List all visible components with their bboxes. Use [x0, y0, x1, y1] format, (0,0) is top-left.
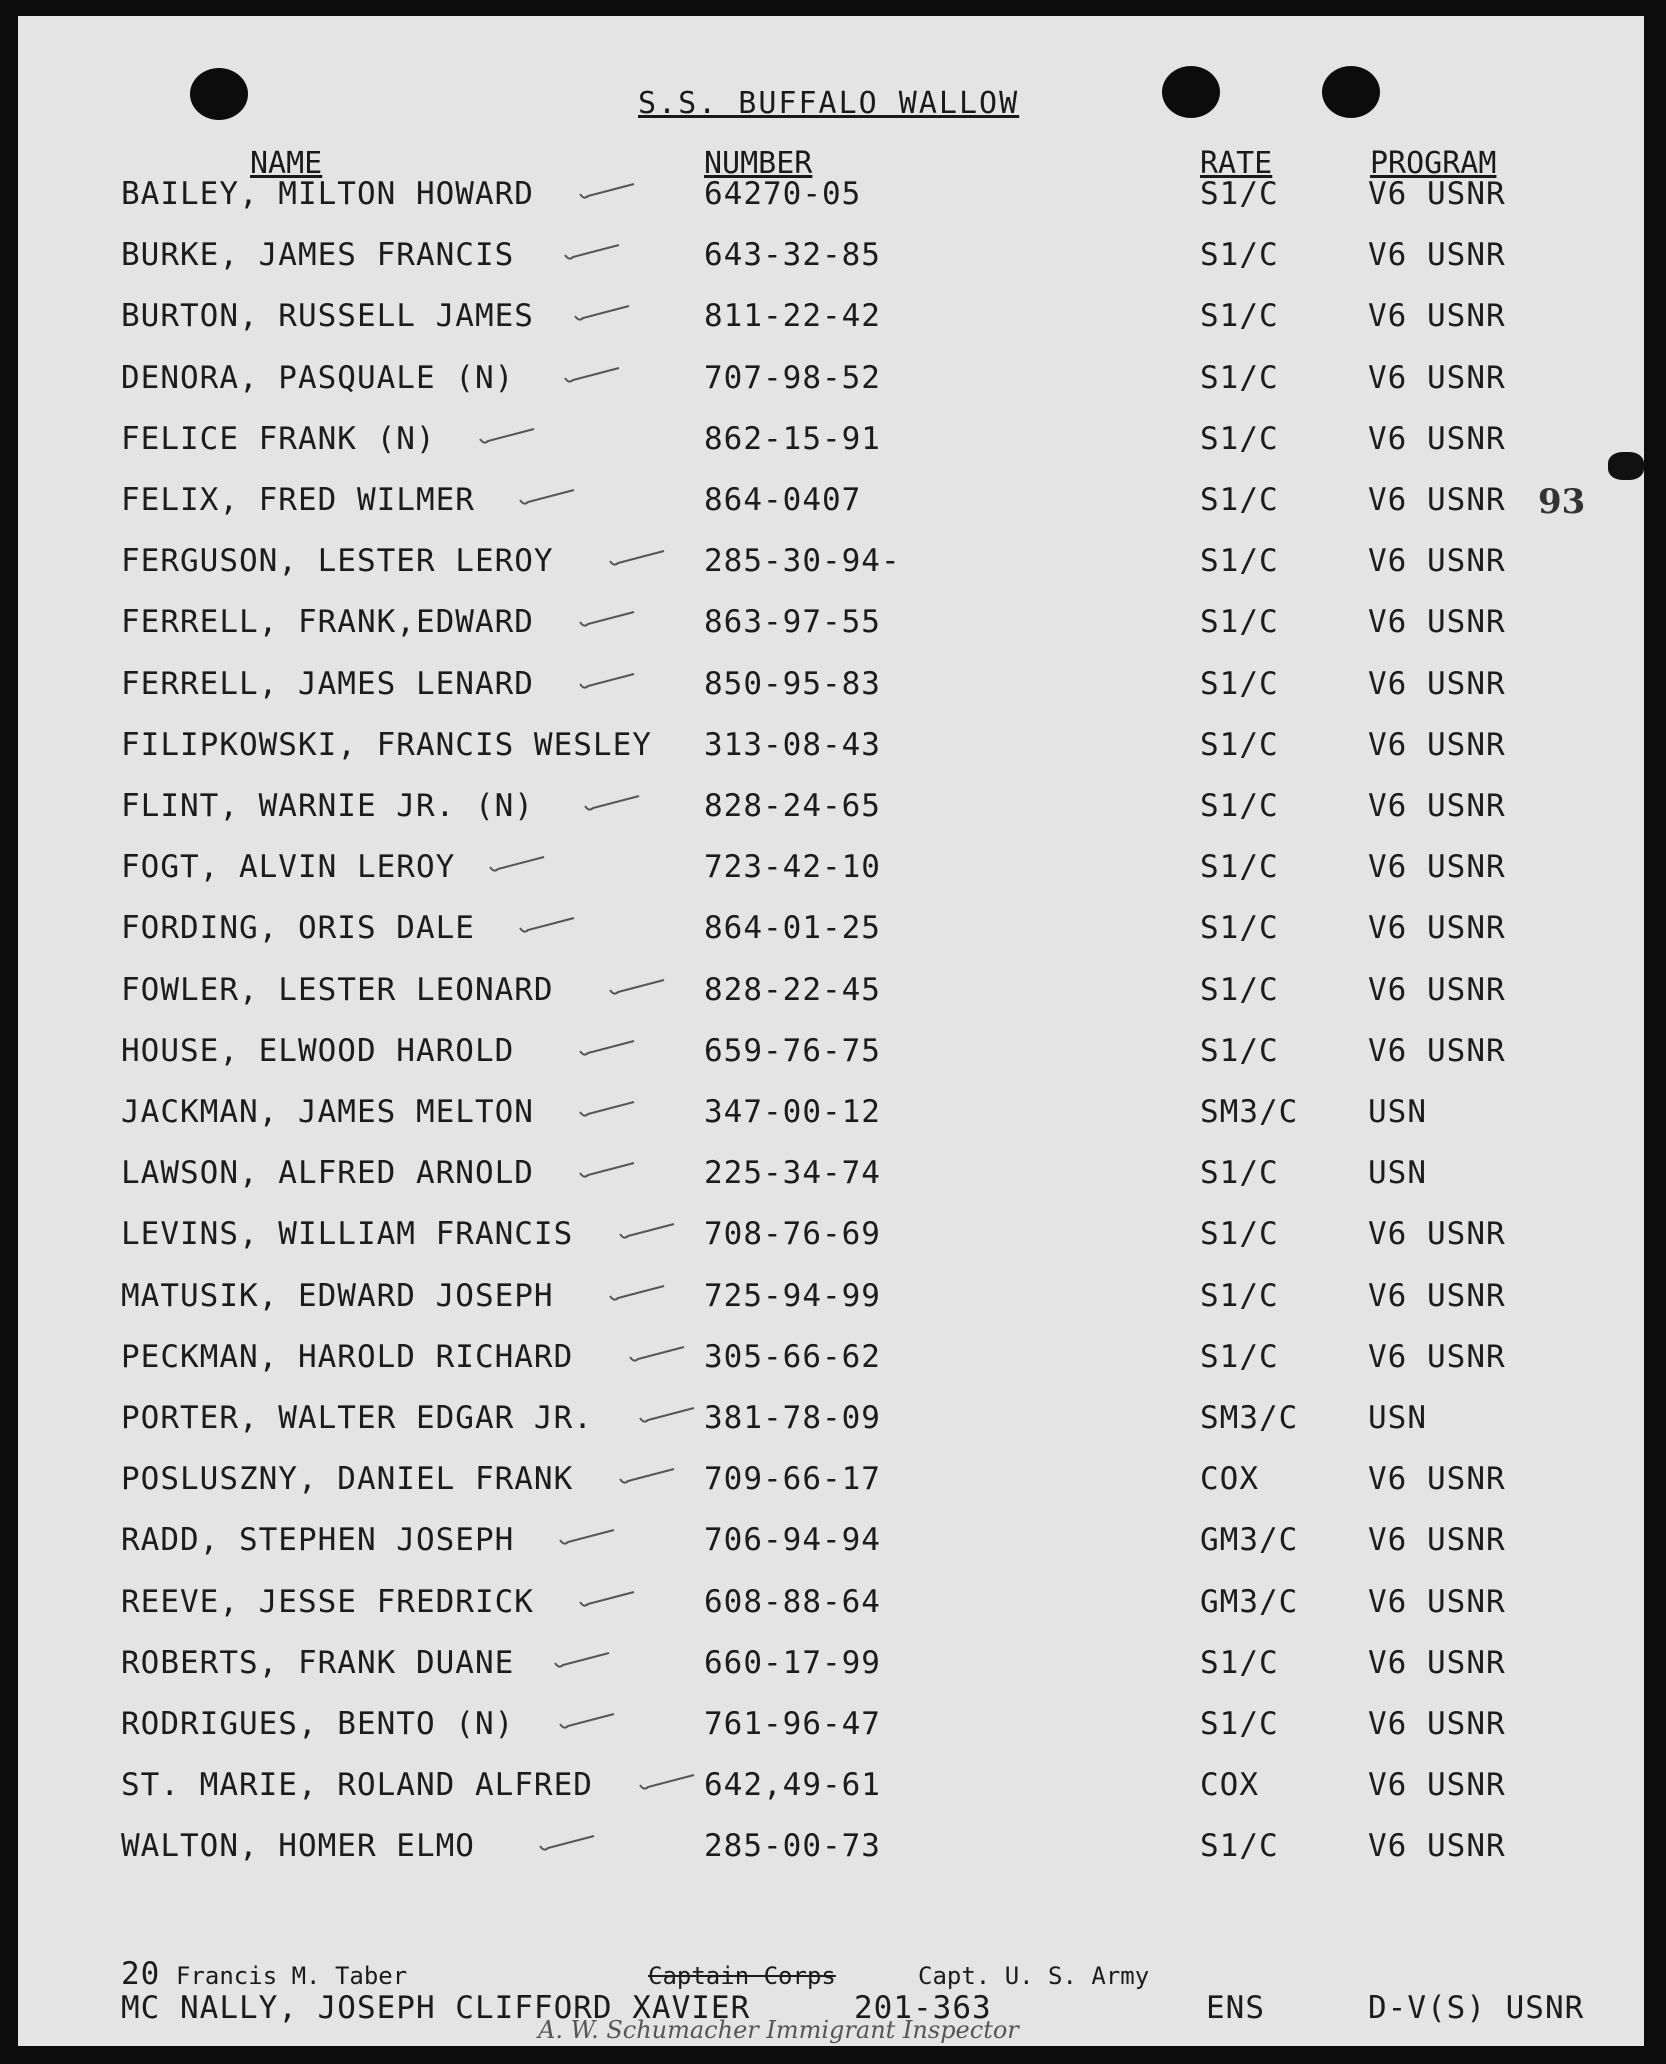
crew-name: REEVE, JESSE FREDRICK	[121, 1583, 534, 1620]
rate-value: S1/C	[1200, 359, 1279, 396]
table-row	[18, 727, 1644, 767]
program-value: V6 USNR	[1368, 1644, 1506, 1681]
service-number: 706-94-94	[704, 1522, 881, 1559]
footer-signer-title: Capt. U. S. Army	[918, 1962, 1150, 1990]
table-row	[18, 421, 1644, 461]
program-value: V6 USNR	[1368, 1583, 1506, 1620]
checkmark-icon	[558, 1528, 616, 1548]
program-value: V6 USNR	[1368, 176, 1506, 212]
table-row	[18, 1767, 1644, 1807]
table-row	[18, 788, 1644, 828]
checkmark-icon	[578, 1100, 636, 1120]
table-row	[18, 910, 1644, 950]
rate-value: S1/C	[1200, 298, 1279, 335]
footer-signer: Francis M. Taber	[176, 1962, 408, 1990]
service-number: 225-34-74	[704, 1155, 881, 1192]
rate-value: S1/C	[1200, 604, 1279, 641]
checkmark-icon	[538, 1834, 596, 1854]
program-value: V6 USNR	[1368, 1706, 1506, 1742]
checkmark-icon	[578, 1161, 636, 1181]
header-number: NUMBER	[704, 146, 813, 181]
checkmark-icon	[583, 794, 641, 814]
crew-name: FERRELL, FRANK,EDWARD	[121, 604, 534, 641]
rate-value: S1/C	[1200, 1155, 1279, 1192]
crew-name: FELIX, FRED WILMER	[121, 482, 475, 518]
table-row	[18, 1278, 1644, 1318]
checkmark-icon	[578, 182, 636, 202]
header-name: NAME	[250, 146, 323, 181]
footer-count: 20	[121, 1956, 161, 1992]
last-row-number: 201-363	[854, 1990, 992, 2026]
checkmark-icon	[488, 855, 546, 875]
checkmark-icon	[618, 1222, 676, 1242]
header-program: PROGRAM	[1370, 146, 1497, 181]
checkmark-icon	[628, 1345, 686, 1365]
last-row-rate: ENS	[1206, 1990, 1265, 2026]
crew-name: BURTON, RUSSELL JAMES	[121, 298, 534, 335]
service-number: 285-30-94-	[704, 543, 901, 580]
crew-name: LEVINS, WILLIAM FRANCIS	[121, 1216, 574, 1253]
checkmark-icon	[608, 1284, 666, 1304]
inspector-signature: A. W. Schumacher Immigrant Inspector	[538, 2016, 1019, 2044]
crew-name: PORTER, WALTER EDGAR JR.	[121, 1400, 593, 1436]
service-number: 811-22-42	[704, 298, 881, 335]
crew-name: FILIPKOWSKI, FRANCIS WESLEY	[121, 726, 652, 763]
table-row	[18, 482, 1644, 522]
checkmark-icon	[563, 243, 621, 263]
program-value: V6 USNR	[1368, 788, 1506, 824]
table-row	[18, 1645, 1644, 1685]
crew-name: DENORA, PASQUALE (N)	[121, 359, 515, 396]
rate-value: GM3/C	[1200, 1583, 1299, 1620]
crew-name: JACKMAN, JAMES MELTON	[121, 1094, 534, 1130]
crew-name: FORDING, ORIS DALE	[121, 910, 475, 947]
service-number: 828-22-45	[704, 971, 881, 1008]
program-value: V6 USNR	[1368, 359, 1506, 396]
rate-value: COX	[1200, 1767, 1259, 1804]
rate-value: S1/C	[1200, 665, 1279, 702]
checkmark-icon	[608, 978, 666, 998]
program-value: V6 USNR	[1368, 849, 1506, 886]
program-value: V6 USNR	[1368, 1461, 1506, 1498]
table-row	[18, 1094, 1644, 1134]
checkmark-icon	[618, 1467, 676, 1487]
program-value: V6 USNR	[1368, 1828, 1506, 1865]
rate-value: S1/C	[1200, 237, 1279, 274]
document-title: S.S. BUFFALO WALLOW	[638, 86, 1020, 121]
table-row	[18, 298, 1644, 338]
checkmark-icon	[558, 1712, 616, 1732]
rate-value: GM3/C	[1200, 1522, 1299, 1559]
crew-name: ROBERTS, FRANK DUANE	[121, 1644, 515, 1681]
crew-name: WALTON, HOMER ELMO	[121, 1828, 475, 1865]
service-number: 707-98-52	[704, 359, 881, 396]
rate-value: S1/C	[1200, 910, 1279, 947]
service-number: 723-42-10	[704, 849, 881, 886]
table-row	[18, 1400, 1644, 1440]
crew-name: FELICE FRANK (N)	[121, 420, 436, 457]
program-value: USN	[1368, 1400, 1427, 1436]
table-row	[18, 1033, 1644, 1073]
program-value: V6 USNR	[1368, 1338, 1506, 1375]
program-value: V6 USNR	[1368, 971, 1506, 1008]
crew-name: HOUSE, ELWOOD HAROLD	[121, 1032, 515, 1069]
service-number: 709-66-17	[704, 1461, 881, 1498]
last-row-name: MC NALLY, JOSEPH CLIFFORD XAVIER	[121, 1990, 751, 2026]
crew-name: RODRIGUES, BENTO (N)	[121, 1706, 515, 1742]
crew-name: PECKMAN, HAROLD RICHARD	[121, 1338, 574, 1375]
service-number: 64270-05	[704, 176, 862, 212]
rate-value: S1/C	[1200, 726, 1279, 763]
service-number: 708-76-69	[704, 1216, 881, 1253]
rate-value: S1/C	[1200, 971, 1279, 1008]
table-row	[18, 972, 1644, 1012]
checkmark-icon	[608, 549, 666, 569]
program-value: V6 USNR	[1368, 543, 1506, 580]
service-number: 305-66-62	[704, 1338, 881, 1375]
service-number: 850-95-83	[704, 665, 881, 702]
rate-value: S1/C	[1200, 176, 1279, 212]
service-number: 660-17-99	[704, 1644, 881, 1681]
service-number: 761-96-47	[704, 1706, 881, 1742]
program-value: V6 USNR	[1368, 910, 1506, 947]
rate-value: SM3/C	[1200, 1094, 1299, 1130]
rate-value: S1/C	[1200, 1644, 1279, 1681]
program-value: V6 USNR	[1368, 1216, 1506, 1253]
table-row	[18, 543, 1644, 583]
program-value: USN	[1368, 1155, 1427, 1192]
header-rate: RATE	[1200, 146, 1273, 181]
punch-hole	[190, 68, 248, 120]
crew-name: ST. MARIE, ROLAND ALFRED	[121, 1767, 593, 1804]
crew-name: POSLUSZNY, DANIEL FRANK	[121, 1461, 574, 1498]
rate-value: COX	[1200, 1461, 1259, 1498]
checkmark-icon	[578, 1590, 636, 1610]
crew-name: MATUSIK, EDWARD JOSEPH	[121, 1277, 554, 1314]
program-value: V6 USNR	[1368, 1522, 1506, 1559]
table-row	[18, 1828, 1644, 1868]
service-number: 642,49-61	[704, 1767, 881, 1804]
checkmark-icon	[478, 427, 536, 447]
program-value: V6 USNR	[1368, 665, 1506, 702]
rate-value: SM3/C	[1200, 1400, 1299, 1436]
program-value: V6 USNR	[1368, 1032, 1506, 1069]
checkmark-icon	[578, 610, 636, 630]
page-number: 93	[1538, 482, 1586, 522]
crew-name: RADD, STEPHEN JOSEPH	[121, 1522, 515, 1559]
rate-value: S1/C	[1200, 788, 1279, 824]
service-number: 381-78-09	[704, 1400, 881, 1436]
crew-name: FLINT, WARNIE JR. (N)	[121, 788, 534, 824]
service-number: 725-94-99	[704, 1277, 881, 1314]
rate-value: S1/C	[1200, 849, 1279, 886]
rate-value: S1/C	[1200, 482, 1279, 518]
checkmark-icon	[578, 672, 636, 692]
punch-hole	[1162, 66, 1220, 118]
service-number: 659-76-75	[704, 1032, 881, 1069]
rate-value: S1/C	[1200, 1277, 1279, 1314]
table-row	[18, 1706, 1644, 1746]
program-value: V6 USNR	[1368, 726, 1506, 763]
program-value: V6 USNR	[1368, 298, 1506, 335]
service-number: 347-00-12	[704, 1094, 881, 1130]
table-row	[18, 176, 1644, 216]
program-value: V6 USNR	[1368, 237, 1506, 274]
crew-name: BURKE, JAMES FRANCIS	[121, 237, 515, 274]
checkmark-icon	[563, 366, 621, 386]
crew-name: LAWSON, ALFRED ARNOLD	[121, 1155, 534, 1192]
checkmark-icon	[573, 304, 631, 324]
table-row	[18, 666, 1644, 706]
table-row	[18, 1584, 1644, 1624]
program-value: USN	[1368, 1094, 1427, 1130]
rate-value: S1/C	[1200, 543, 1279, 580]
checkmark-icon	[518, 916, 576, 936]
rate-value: S1/C	[1200, 1216, 1279, 1253]
service-number: 608-88-64	[704, 1583, 881, 1620]
document-page	[18, 16, 1644, 2046]
service-number: 643-32-85	[704, 237, 881, 274]
program-value: V6 USNR	[1368, 604, 1506, 641]
rate-value: S1/C	[1200, 1828, 1279, 1865]
program-value: V6 USNR	[1368, 1767, 1506, 1804]
checkmark-icon	[638, 1406, 696, 1426]
last-row-program: D-V(S) USNR	[1368, 1990, 1585, 2026]
checkmark-icon	[518, 488, 576, 508]
service-number: 862-15-91	[704, 420, 881, 457]
rate-value: S1/C	[1200, 1032, 1279, 1069]
crew-name: FOWLER, LESTER LEONARD	[121, 971, 554, 1008]
crew-name: BAILEY, MILTON HOWARD	[121, 176, 534, 212]
service-number: 313-08-43	[704, 726, 881, 763]
footer-struck-text: Captain Corps	[648, 1962, 836, 1990]
rate-value: S1/C	[1200, 1706, 1279, 1742]
table-row	[18, 1155, 1644, 1195]
table-row	[18, 1339, 1644, 1379]
table-row	[18, 1216, 1644, 1256]
rate-value: S1/C	[1200, 420, 1279, 457]
checkmark-icon	[553, 1651, 611, 1671]
crew-name: FERGUSON, LESTER LEROY	[121, 543, 554, 580]
service-number: 828-24-65	[704, 788, 881, 824]
rate-value: S1/C	[1200, 1338, 1279, 1375]
program-value: V6 USNR	[1368, 1277, 1506, 1314]
crew-name: FERRELL, JAMES LENARD	[121, 665, 534, 702]
table-row	[18, 360, 1644, 400]
crew-name: FOGT, ALVIN LEROY	[121, 849, 456, 886]
checkmark-icon	[638, 1773, 696, 1793]
program-value: V6 USNR	[1368, 482, 1506, 518]
service-number: 863-97-55	[704, 604, 881, 641]
table-row	[18, 849, 1644, 889]
table-row	[18, 1461, 1644, 1501]
punch-hole	[1322, 66, 1380, 118]
service-number: 864-01-25	[704, 910, 881, 947]
table-row	[18, 237, 1644, 277]
program-value: V6 USNR	[1368, 420, 1506, 457]
checkmark-icon	[578, 1039, 636, 1059]
table-row	[18, 604, 1644, 644]
table-row	[18, 1522, 1644, 1562]
service-number: 864-0407	[704, 482, 862, 518]
service-number: 285-00-73	[704, 1828, 881, 1865]
